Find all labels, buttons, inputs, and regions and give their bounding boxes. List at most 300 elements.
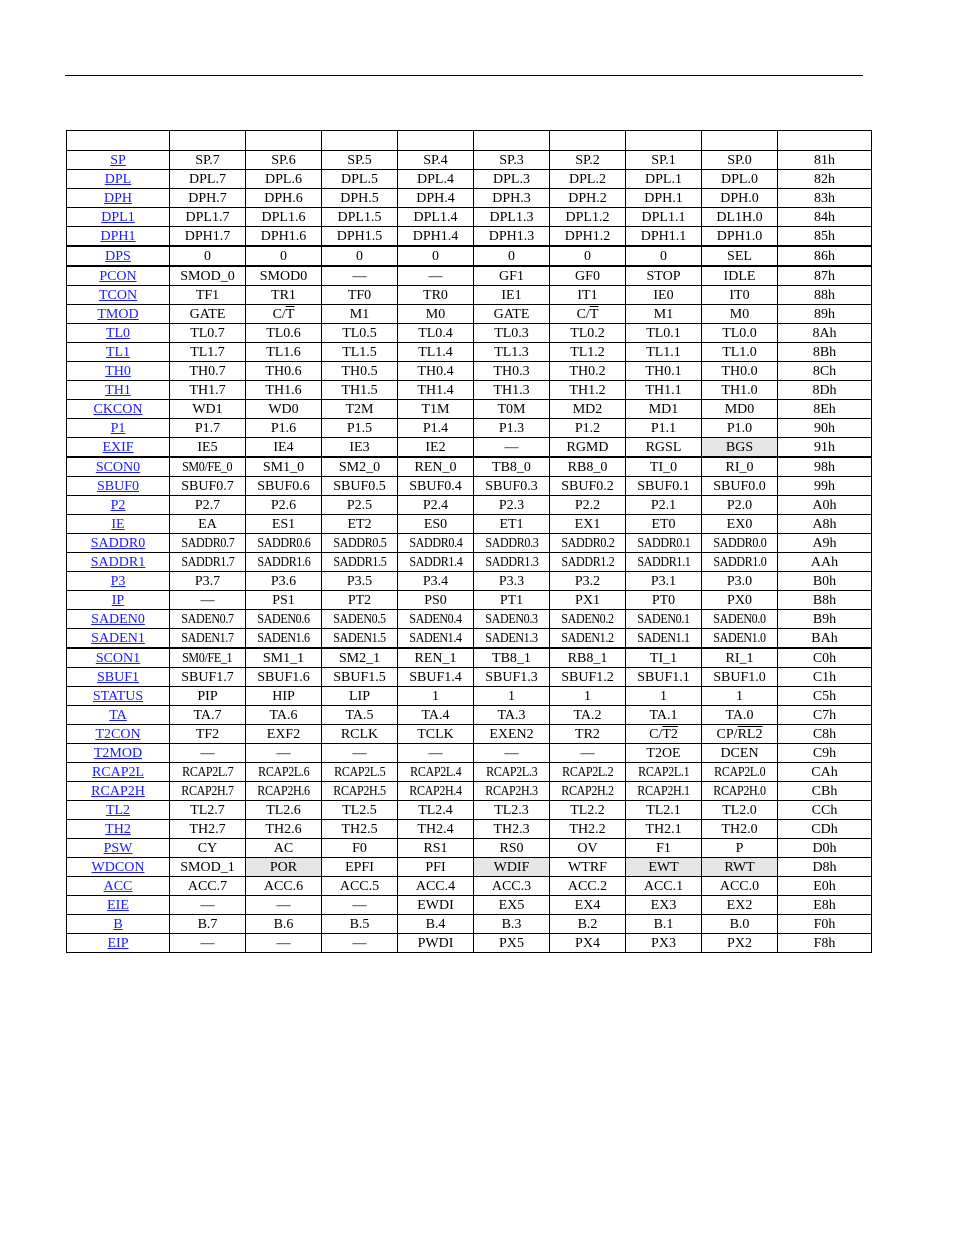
bit-cell: P2.3 bbox=[474, 496, 550, 515]
bit-cell: — bbox=[398, 266, 474, 286]
bit-cell: TL0.0 bbox=[702, 324, 778, 343]
register-row-dpl1 bbox=[67, 208, 872, 227]
bit-cell: P2.5 bbox=[322, 496, 398, 515]
bit-cell: 0 bbox=[322, 246, 398, 266]
bit-cell: SBUF0.1 bbox=[626, 477, 702, 496]
register-link-dph[interactable]: DPH bbox=[103, 190, 132, 206]
register-row-tl2 bbox=[67, 801, 872, 820]
address-cell: CBh bbox=[778, 782, 872, 801]
address-cell: 8Eh bbox=[778, 400, 872, 419]
bit-cell: SADDR0.2 bbox=[550, 534, 626, 553]
bit-cell: — bbox=[170, 896, 246, 915]
bit-cell: TH2.1 bbox=[626, 820, 702, 839]
bit-cell: ET0 bbox=[626, 515, 702, 534]
register-name-cell bbox=[67, 208, 170, 227]
bit-cell: RI_0 bbox=[702, 457, 778, 477]
bit-cell: M1 bbox=[626, 305, 702, 324]
register-link-eip[interactable]: EIP bbox=[107, 935, 129, 951]
address-cell: 91h bbox=[778, 438, 872, 458]
bit-cell: IE5 bbox=[170, 438, 246, 458]
bit-cell: TH0.5 bbox=[322, 362, 398, 381]
register-link-tmod[interactable]: TMOD bbox=[97, 306, 139, 322]
bit-cell: RGSL bbox=[626, 438, 702, 458]
register-link-pcon[interactable]: PCON bbox=[99, 268, 137, 284]
header-cell bbox=[550, 131, 626, 151]
bit-cell: IT1 bbox=[550, 286, 626, 305]
bit-cell: TH1.3 bbox=[474, 381, 550, 400]
register-row-tmod bbox=[67, 305, 872, 324]
register-row-p2 bbox=[67, 496, 872, 515]
bit-cell: DPL.6 bbox=[246, 170, 322, 189]
bit-cell: SADDR0.3 bbox=[474, 534, 550, 553]
bit-cell: RI_1 bbox=[702, 648, 778, 668]
bit-cell: SADEN0.6 bbox=[246, 610, 322, 629]
register-name-cell bbox=[67, 151, 170, 170]
register-row-sbuf0 bbox=[67, 477, 872, 496]
register-link-scon1[interactable]: SCON1 bbox=[95, 650, 141, 666]
register-link-wdcon[interactable]: WDCON bbox=[91, 859, 145, 875]
bit-cell: B.1 bbox=[626, 915, 702, 934]
bit-cell: CY bbox=[170, 839, 246, 858]
bit-cell: EX1 bbox=[550, 515, 626, 534]
address-cell: B9h bbox=[778, 610, 872, 629]
bit-cell: DPL.2 bbox=[550, 170, 626, 189]
bit-cell: PS0 bbox=[398, 591, 474, 610]
register-link-acc[interactable]: ACC bbox=[103, 878, 133, 894]
address-cell: AAh bbox=[778, 553, 872, 572]
bit-cell: TR1 bbox=[246, 286, 322, 305]
bit-cell: TH2.5 bbox=[322, 820, 398, 839]
bit-cell: 0 bbox=[474, 246, 550, 266]
header-cell bbox=[246, 131, 322, 151]
bit-cell: TH0.3 bbox=[474, 362, 550, 381]
register-name-cell bbox=[67, 305, 170, 324]
register-row-tl1 bbox=[67, 343, 872, 362]
bit-cell: SMOD_1 bbox=[170, 858, 246, 877]
bit-cell: SM1_1 bbox=[246, 648, 322, 668]
bit-cell: TL1.5 bbox=[322, 343, 398, 362]
bit-cell: — bbox=[398, 744, 474, 763]
bit-cell: SADEN0.0 bbox=[702, 610, 778, 629]
bit-cell: SP.2 bbox=[550, 151, 626, 170]
bit-cell: TH1.1 bbox=[626, 381, 702, 400]
header-cell bbox=[778, 131, 872, 151]
bit-cell: TA.2 bbox=[550, 706, 626, 725]
register-row-th1 bbox=[67, 381, 872, 400]
register-link-psw[interactable]: PSW bbox=[103, 840, 133, 856]
bit-cell: F0 bbox=[322, 839, 398, 858]
bit-cell: DPH.2 bbox=[550, 189, 626, 208]
register-row-tcon bbox=[67, 286, 872, 305]
register-row-ie bbox=[67, 515, 872, 534]
bit-cell: ES1 bbox=[246, 515, 322, 534]
bit-cell: TH2.3 bbox=[474, 820, 550, 839]
bit-cell: P3.0 bbox=[702, 572, 778, 591]
bit-cell: SADDR0.4 bbox=[398, 534, 474, 553]
bit-cell: — bbox=[170, 591, 246, 610]
register-link-rcap2l[interactable]: RCAP2L bbox=[91, 764, 145, 780]
bit-cell: PFI bbox=[398, 858, 474, 877]
address-cell: A9h bbox=[778, 534, 872, 553]
bit-cell: EXF2 bbox=[246, 725, 322, 744]
bit-cell: SBUF1.7 bbox=[170, 668, 246, 687]
bit-cell: PT0 bbox=[626, 591, 702, 610]
bit-cell: T2OE bbox=[626, 744, 702, 763]
register-link-ta[interactable]: TA bbox=[109, 707, 127, 723]
bit-cell: IE3 bbox=[322, 438, 398, 458]
bit-cell: SP.4 bbox=[398, 151, 474, 170]
register-link-saddr0[interactable]: SADDR0 bbox=[90, 535, 146, 551]
bit-cell: GF1 bbox=[474, 266, 550, 286]
register-row-th2 bbox=[67, 820, 872, 839]
bit-cell: SBUF1.3 bbox=[474, 668, 550, 687]
bit-cell: TL0.7 bbox=[170, 324, 246, 343]
register-link-tl0[interactable]: TL0 bbox=[105, 325, 131, 341]
bit-cell: SADEN0.3 bbox=[474, 610, 550, 629]
register-link-dpl1[interactable]: DPL1 bbox=[101, 209, 135, 225]
bit-cell: OV bbox=[550, 839, 626, 858]
register-link-status[interactable]: STATUS bbox=[92, 688, 144, 704]
register-link-saddr1[interactable]: SADDR1 bbox=[90, 554, 146, 570]
register-link-th2[interactable]: TH2 bbox=[105, 821, 131, 837]
bit-cell: DPL.3 bbox=[474, 170, 550, 189]
bit-cell: SADDR1.6 bbox=[246, 553, 322, 572]
register-name-cell bbox=[67, 801, 170, 820]
address-cell: D0h bbox=[778, 839, 872, 858]
register-link-p3[interactable]: P3 bbox=[110, 573, 126, 589]
bit-cell: 0 bbox=[550, 246, 626, 266]
bit-cell: SP.7 bbox=[170, 151, 246, 170]
register-link-tcon[interactable]: TCON bbox=[98, 287, 138, 303]
bit-cell: IE4 bbox=[246, 438, 322, 458]
table-header-row bbox=[67, 131, 872, 151]
bit-cell: ACC.2 bbox=[550, 877, 626, 896]
bit-cell: PX5 bbox=[474, 934, 550, 953]
bit-cell: ET1 bbox=[474, 515, 550, 534]
register-link-th1[interactable]: TH1 bbox=[105, 382, 131, 398]
bit-cell: DPH1.1 bbox=[626, 227, 702, 247]
bit-cell: GATE bbox=[170, 305, 246, 324]
bit-cell: RCAP2L.0 bbox=[702, 763, 778, 782]
address-cell: F8h bbox=[778, 934, 872, 953]
register-row-saddr1 bbox=[67, 553, 872, 572]
bit-cell: PX3 bbox=[626, 934, 702, 953]
register-link-t2mod[interactable]: T2MOD bbox=[93, 745, 143, 761]
register-link-p1[interactable]: P1 bbox=[110, 420, 126, 436]
register-row-acc bbox=[67, 877, 872, 896]
bit-cell: B.6 bbox=[246, 915, 322, 934]
register-link-sp[interactable]: SP bbox=[110, 152, 126, 168]
bit-cell: TH0.4 bbox=[398, 362, 474, 381]
bit-cell: TH0.6 bbox=[246, 362, 322, 381]
bit-cell: RCAP2H.1 bbox=[626, 782, 702, 801]
bit-cell: SBUF0.2 bbox=[550, 477, 626, 496]
bit-cell: TH2.2 bbox=[550, 820, 626, 839]
bit-cell: SADDR1.5 bbox=[322, 553, 398, 572]
register-link-sbuf1[interactable]: SBUF1 bbox=[96, 669, 140, 685]
bit-cell: SADEN0.5 bbox=[322, 610, 398, 629]
register-name-cell bbox=[67, 553, 170, 572]
register-name-cell bbox=[67, 496, 170, 515]
register-name-cell bbox=[67, 687, 170, 706]
bit-cell: EX3 bbox=[626, 896, 702, 915]
bit-cell: DPH1.2 bbox=[550, 227, 626, 247]
bit-cell: RGMD bbox=[550, 438, 626, 458]
bit-cell: DPH1.7 bbox=[170, 227, 246, 247]
address-cell: A8h bbox=[778, 515, 872, 534]
bit-cell: TL0.2 bbox=[550, 324, 626, 343]
header-cell bbox=[398, 131, 474, 151]
header-cell bbox=[322, 131, 398, 151]
bit-cell: EWDI bbox=[398, 896, 474, 915]
bit-cell: SADEN1.4 bbox=[398, 629, 474, 649]
register-name-cell bbox=[67, 915, 170, 934]
bit-cell: SADDR0.1 bbox=[626, 534, 702, 553]
bit-cell: EX4 bbox=[550, 896, 626, 915]
bit-cell: ES0 bbox=[398, 515, 474, 534]
address-cell: 99h bbox=[778, 477, 872, 496]
bit-cell: P1.1 bbox=[626, 419, 702, 438]
register-link-tl2[interactable]: TL2 bbox=[105, 802, 131, 818]
bit-cell: TL2.3 bbox=[474, 801, 550, 820]
register-link-p2[interactable]: P2 bbox=[110, 497, 126, 513]
bit-cell: TH0.1 bbox=[626, 362, 702, 381]
bit-cell: TA.3 bbox=[474, 706, 550, 725]
register-row-ckcon bbox=[67, 400, 872, 419]
bit-cell: SADEN1.6 bbox=[246, 629, 322, 649]
bit-cell: P2.2 bbox=[550, 496, 626, 515]
bit-cell: SBUF0.4 bbox=[398, 477, 474, 496]
bit-cell: SMOD_0 bbox=[170, 266, 246, 286]
bit-cell: SADEN0.4 bbox=[398, 610, 474, 629]
bit-cell: DPH1.3 bbox=[474, 227, 550, 247]
bit-cell: TH1.2 bbox=[550, 381, 626, 400]
bit-cell: POR bbox=[246, 858, 322, 877]
address-cell: E8h bbox=[778, 896, 872, 915]
bit-cell: RCAP2L.6 bbox=[246, 763, 322, 782]
register-row-saden0 bbox=[67, 610, 872, 629]
bit-cell: SM2_1 bbox=[322, 648, 398, 668]
bit-cell: RS0 bbox=[474, 839, 550, 858]
bit-cell: GF0 bbox=[550, 266, 626, 286]
bit-cell: DCEN bbox=[702, 744, 778, 763]
register-name-cell bbox=[67, 858, 170, 877]
bit-cell: DPL1.4 bbox=[398, 208, 474, 227]
bit-cell: TL2.0 bbox=[702, 801, 778, 820]
bit-cell: EXEN2 bbox=[474, 725, 550, 744]
register-row-eie bbox=[67, 896, 872, 915]
address-cell: 84h bbox=[778, 208, 872, 227]
register-link-ckcon[interactable]: CKCON bbox=[93, 401, 143, 417]
bit-cell: P1.2 bbox=[550, 419, 626, 438]
bit-cell: RCAP2L.1 bbox=[626, 763, 702, 782]
register-link-rcap2h[interactable]: RCAP2H bbox=[91, 783, 145, 799]
bit-cell: RCAP2H.0 bbox=[702, 782, 778, 801]
bit-cell: P bbox=[702, 839, 778, 858]
bit-cell: MD1 bbox=[626, 400, 702, 419]
bit-cell: DPL1.1 bbox=[626, 208, 702, 227]
bit-cell: SBUF0.3 bbox=[474, 477, 550, 496]
bit-cell: SBUF0.6 bbox=[246, 477, 322, 496]
bit-cell: PX2 bbox=[702, 934, 778, 953]
bit-cell: TH2.0 bbox=[702, 820, 778, 839]
register-row-th0 bbox=[67, 362, 872, 381]
register-row-tl0 bbox=[67, 324, 872, 343]
register-name-cell bbox=[67, 266, 170, 286]
bit-cell: DPH1.0 bbox=[702, 227, 778, 247]
bit-cell: EWT bbox=[626, 858, 702, 877]
bit-cell: IE1 bbox=[474, 286, 550, 305]
bit-cell: — bbox=[474, 438, 550, 458]
register-row-pcon bbox=[67, 266, 872, 286]
bit-cell: SBUF0.7 bbox=[170, 477, 246, 496]
address-cell: 89h bbox=[778, 305, 872, 324]
bit-cell: TL1.1 bbox=[626, 343, 702, 362]
bit-cell: P2.0 bbox=[702, 496, 778, 515]
bit-cell: EX0 bbox=[702, 515, 778, 534]
bit-cell: TCLK bbox=[398, 725, 474, 744]
address-cell: C9h bbox=[778, 744, 872, 763]
bit-cell: WDIF bbox=[474, 858, 550, 877]
bit-cell: SEL bbox=[702, 246, 778, 266]
bit-cell: EX5 bbox=[474, 896, 550, 915]
register-link-dps[interactable]: DPS bbox=[105, 248, 131, 264]
register-name-cell bbox=[67, 706, 170, 725]
address-cell: 82h bbox=[778, 170, 872, 189]
register-row-ta bbox=[67, 706, 872, 725]
bit-cell: SBUF1.2 bbox=[550, 668, 626, 687]
register-link-dph1[interactable]: DPH1 bbox=[100, 228, 136, 244]
bit-cell: IT0 bbox=[702, 286, 778, 305]
bit-cell: C/T2 bbox=[626, 725, 702, 744]
bit-cell: TH2.6 bbox=[246, 820, 322, 839]
address-cell: CDh bbox=[778, 820, 872, 839]
bit-cell: M0 bbox=[702, 305, 778, 324]
bit-cell: — bbox=[322, 934, 398, 953]
address-cell: F0h bbox=[778, 915, 872, 934]
address-cell: C0h bbox=[778, 648, 872, 668]
address-cell: 83h bbox=[778, 189, 872, 208]
bit-cell: TL1.6 bbox=[246, 343, 322, 362]
bit-cell: SADDR1.7 bbox=[170, 553, 246, 572]
bit-cell: PX0 bbox=[702, 591, 778, 610]
bit-cell: EA bbox=[170, 515, 246, 534]
bit-cell: DPH.6 bbox=[246, 189, 322, 208]
bit-cell: RCAP2L.2 bbox=[550, 763, 626, 782]
header-cell bbox=[67, 131, 170, 151]
register-link-eie[interactable]: EIE bbox=[107, 897, 129, 913]
bit-cell: ET2 bbox=[322, 515, 398, 534]
bit-cell: TL1.4 bbox=[398, 343, 474, 362]
register-name-cell bbox=[67, 839, 170, 858]
bit-cell: B.3 bbox=[474, 915, 550, 934]
register-name-cell bbox=[67, 343, 170, 362]
bit-cell: IE0 bbox=[626, 286, 702, 305]
bit-cell: P3.3 bbox=[474, 572, 550, 591]
register-row-saddr0 bbox=[67, 534, 872, 553]
bit-cell: TA.5 bbox=[322, 706, 398, 725]
bit-cell: SBUF0.5 bbox=[322, 477, 398, 496]
bit-cell: TH0.7 bbox=[170, 362, 246, 381]
register-link-ie[interactable]: IE bbox=[111, 516, 125, 532]
bit-cell: TL1.7 bbox=[170, 343, 246, 362]
bit-cell: WD1 bbox=[170, 400, 246, 419]
register-link-scon0[interactable]: SCON0 bbox=[95, 459, 141, 475]
bit-cell: SADEN1.3 bbox=[474, 629, 550, 649]
bit-cell: ACC.1 bbox=[626, 877, 702, 896]
header-cell bbox=[626, 131, 702, 151]
bit-cell: TL0.1 bbox=[626, 324, 702, 343]
bit-cell: DPH1.6 bbox=[246, 227, 322, 247]
register-row-exif bbox=[67, 438, 872, 458]
bit-cell: SBUF0.0 bbox=[702, 477, 778, 496]
register-link-exif[interactable]: EXIF bbox=[102, 439, 134, 455]
register-link-saden0[interactable]: SADEN0 bbox=[91, 611, 145, 627]
bit-cell: TH0.2 bbox=[550, 362, 626, 381]
bit-cell: ACC.7 bbox=[170, 877, 246, 896]
address-cell: A0h bbox=[778, 496, 872, 515]
bit-cell: SBUF1.1 bbox=[626, 668, 702, 687]
bit-cell: WD0 bbox=[246, 400, 322, 419]
bit-cell: $C/\overline{T}$ bbox=[246, 305, 322, 324]
address-cell: BAh bbox=[778, 629, 872, 649]
bit-cell: TH1.4 bbox=[398, 381, 474, 400]
register-link-th0[interactable]: TH0 bbox=[105, 363, 131, 379]
header-rule bbox=[65, 75, 863, 76]
bit-cell: SADDR1.2 bbox=[550, 553, 626, 572]
register-link-t2con[interactable]: T2CON bbox=[95, 726, 141, 742]
register-link-sbuf0[interactable]: SBUF0 bbox=[96, 478, 140, 494]
bit-cell: TH1.6 bbox=[246, 381, 322, 400]
bit-cell: REN_0 bbox=[398, 457, 474, 477]
bit-cell: DPL1.7 bbox=[170, 208, 246, 227]
bit-cell: EX2 bbox=[702, 896, 778, 915]
bit-cell: TI_0 bbox=[626, 457, 702, 477]
address-cell: 98h bbox=[778, 457, 872, 477]
bit-cell: CP/RL2 bbox=[702, 725, 778, 744]
register-link-tl1[interactable]: TL1 bbox=[105, 344, 131, 360]
bit-cell: TL1.3 bbox=[474, 343, 550, 362]
bit-cell: SM2_0 bbox=[322, 457, 398, 477]
register-name-cell bbox=[67, 744, 170, 763]
register-name-cell bbox=[67, 668, 170, 687]
bit-cell: ACC.0 bbox=[702, 877, 778, 896]
register-link-saden1[interactable]: SADEN1 bbox=[91, 630, 145, 646]
bit-cell: TB8_0 bbox=[474, 457, 550, 477]
register-name-cell bbox=[67, 515, 170, 534]
register-name-cell bbox=[67, 286, 170, 305]
bit-cell: — bbox=[322, 266, 398, 286]
bit-cell: RCAP2H.7 bbox=[170, 782, 246, 801]
bit-cell: TL0.5 bbox=[322, 324, 398, 343]
bit-cell: P1.7 bbox=[170, 419, 246, 438]
register-row-psw bbox=[67, 839, 872, 858]
register-link-ip[interactable]: IP bbox=[111, 592, 125, 608]
register-link-dpl[interactable]: DPL bbox=[104, 171, 132, 187]
register-link-b[interactable]: B bbox=[113, 916, 123, 932]
bit-cell: DPH.7 bbox=[170, 189, 246, 208]
address-cell: C1h bbox=[778, 668, 872, 687]
bit-cell: TF0 bbox=[322, 286, 398, 305]
register-row-scon1 bbox=[67, 648, 872, 668]
register-name-cell bbox=[67, 572, 170, 591]
register-name-cell bbox=[67, 438, 170, 458]
bit-cell: TH2.4 bbox=[398, 820, 474, 839]
register-row-dpl bbox=[67, 170, 872, 189]
bit-cell: DPL.4 bbox=[398, 170, 474, 189]
bit-cell: SADEN1.7 bbox=[170, 629, 246, 649]
bit-cell: RCAP2H.6 bbox=[246, 782, 322, 801]
